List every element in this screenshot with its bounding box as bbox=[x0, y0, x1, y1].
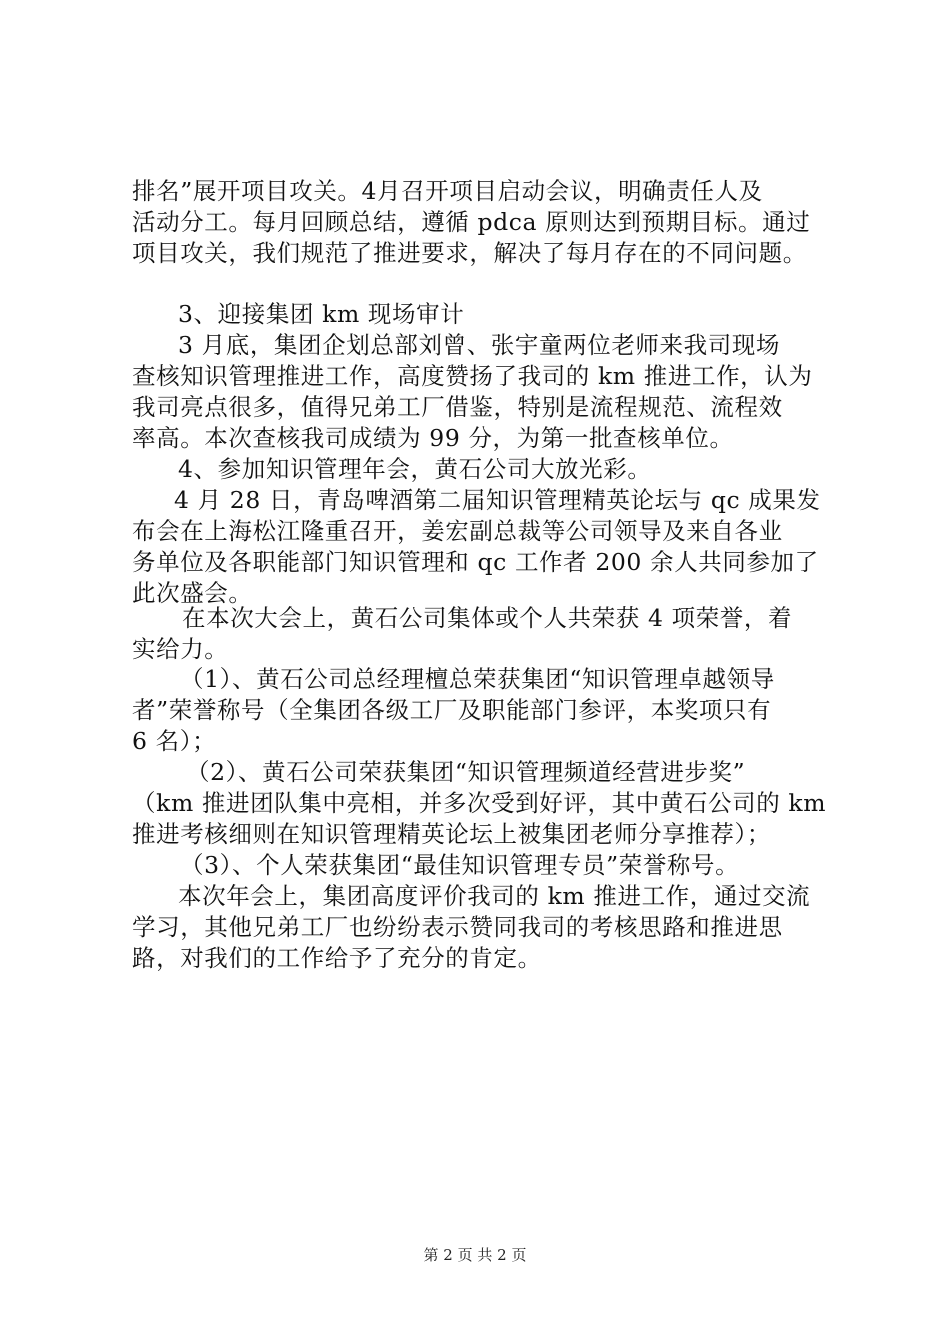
text-line: （km 推进团队集中亮相，并多次受到好评，其中黄石公司的 km bbox=[132, 789, 827, 817]
text-line: 路，对我们的工作给予了充分的肯定。 bbox=[132, 944, 542, 972]
text-line: 3 月底，集团企划总部刘曾、张宇童两位老师来我司现场 bbox=[178, 331, 781, 359]
page-number: 第 2 页 共 2 页 bbox=[423, 1246, 527, 1264]
award-item: （1）、黄石公司总经理檀总荣获集团“知识管理卓越领导 bbox=[180, 665, 775, 693]
text-line: 此次盛会。 bbox=[132, 579, 253, 607]
text-line: 6 名）； bbox=[132, 727, 217, 755]
text-line: 项目攻关，我们规范了推进要求，解决了每月存在的不同问题。 bbox=[132, 239, 807, 267]
text-line: 学习，其他兄弟工厂也纷纷表示赞同我司的考核思路和推进思 bbox=[132, 913, 783, 941]
text-line: 者”荣誉称号（全集团各级工厂及职能部门参评，本奖项只有 bbox=[132, 696, 772, 724]
text-line: 率高。本次查核我司成绩为 99 分，为第一批查核单位。 bbox=[132, 424, 734, 452]
section-heading: 3、迎接集团 km 现场审计 bbox=[178, 300, 465, 328]
section-heading: 4、参加知识管理年会，黄石公司大放光彩。 bbox=[178, 455, 652, 483]
text-line: 务单位及各职能部门知识管理和 qc 工作者 200 余人共同参加了 bbox=[132, 548, 819, 576]
text-line: 布会在上海松江隆重召开，姜宏副总裁等公司领导及来自各业 bbox=[132, 517, 783, 545]
text-line: 活动分工。每月回顾总结，遵循 pdca 原则达到预期目标。通过 bbox=[132, 208, 811, 236]
text-line: 排名”展开项目攻关。4月召开项目启动会议，明确责任人及 bbox=[132, 177, 763, 205]
text-line: 4 月 28 日，青岛啤酒第二届知识管理精英论坛与 qc 成果发 bbox=[174, 486, 821, 514]
text-line: 在本次大会上，黄石公司集体或个人共荣获 4 项荣誉，着 bbox=[182, 604, 793, 632]
award-item: （2）、黄石公司荣获集团“知识管理频道经营进步奖” bbox=[186, 758, 746, 786]
text-line: 我司亮点很多，值得兄弟工厂借鉴，特别是流程规范、流程效 bbox=[132, 393, 783, 421]
award-item: （3）、个人荣获集团“最佳知识管理专员”荣誉称号。 bbox=[180, 851, 740, 879]
text-line: 推进考核细则在知识管理精英论坛上被集团老师分享推荐）； bbox=[132, 820, 771, 848]
text-line: 本次年会上，集团高度评价我司的 km 推进工作，通过交流 bbox=[178, 882, 811, 910]
text-line: 查核知识管理推进工作，高度赞扬了我司的 km 推进工作，认为 bbox=[132, 362, 813, 390]
text-line: 实给力。 bbox=[132, 635, 229, 663]
